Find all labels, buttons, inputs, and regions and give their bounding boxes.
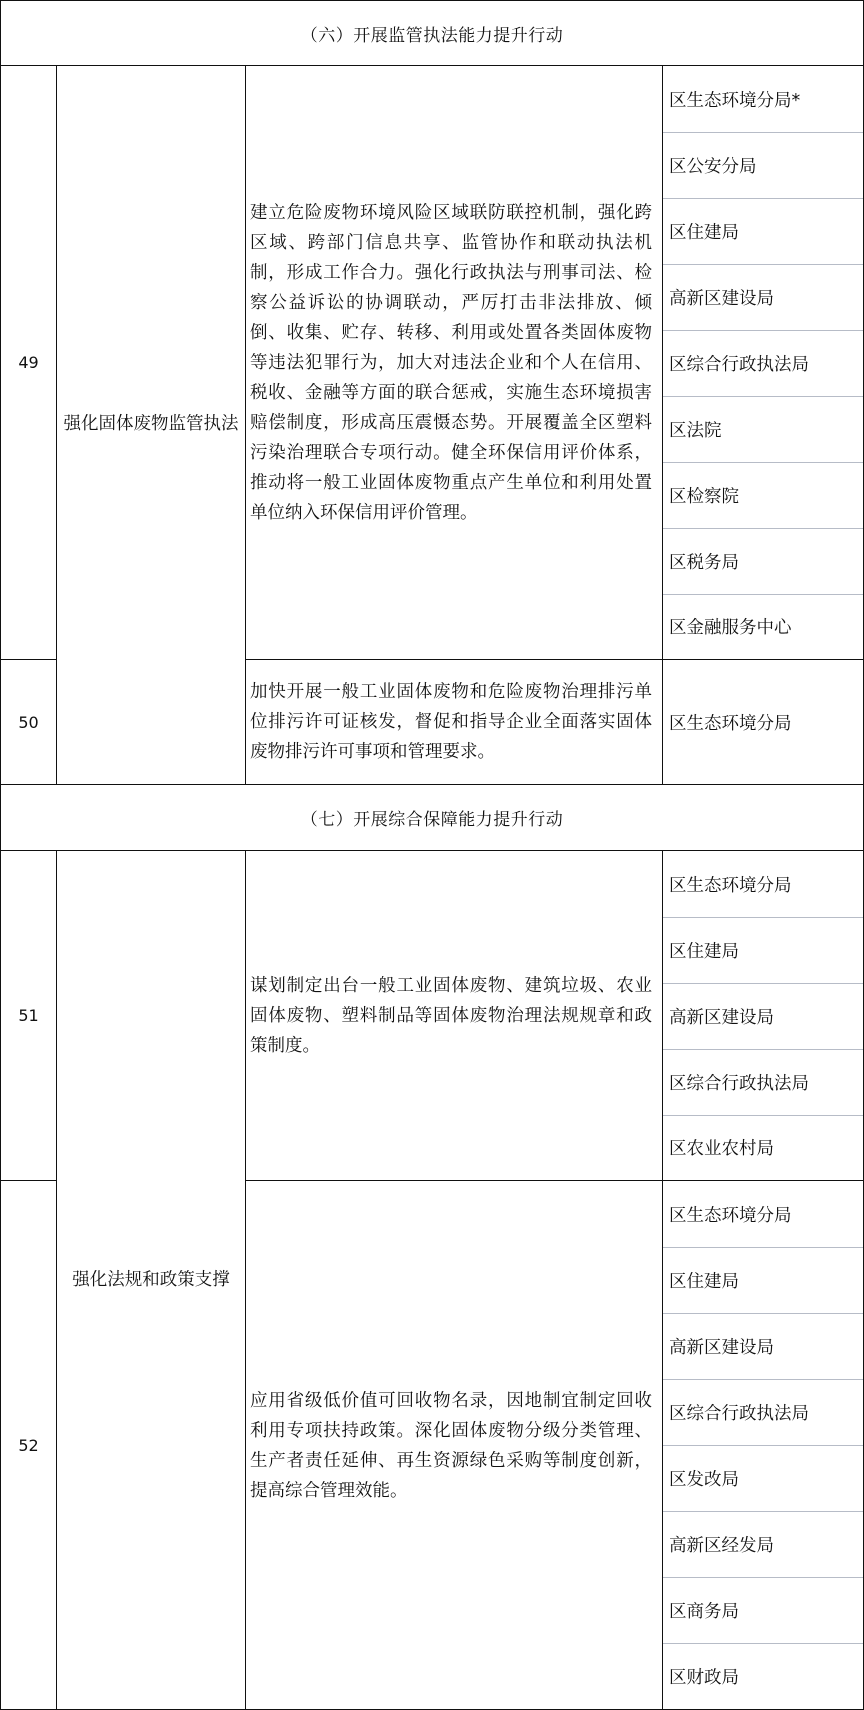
category-cell: 强化固体废物监管执法 [63,414,239,435]
agency-item: 区生态环境分局 [669,713,792,734]
agency-item: 区税务局 [669,552,739,573]
task-description: 加快开展一般工业固体废物和危险废物治理排污单位排污许可证核发，督促和指导企业全面落实固体废物排污许可事项和管理要求。 [250,682,652,762]
row-number: 51 [18,1006,39,1025]
agency-item: 高新区经发局 [669,1535,774,1556]
agency-item: 高新区建设局 [669,1337,774,1358]
agency-item: 区住建局 [669,941,739,962]
agency-item: 区发改局 [669,1469,739,1490]
agency-item: 区金融服务中心 [669,618,792,638]
agency-item: 区综合行政执法局 [669,1073,809,1094]
section-heading: （六）开展监管执法能力提升行动 [300,25,564,46]
agency-item: 区综合行政执法局 [669,1403,809,1424]
agency-item: 区农业农村局 [669,1139,774,1159]
agency-item: 区公安分局 [669,156,757,177]
task-description: 建立危险废物环境风险区域联防联控机制，强化跨区域、跨部门信息共享、监管协作和联动执法机制，形成工作合力。强化行政执法与刑事司法、检察公益诉讼的协调联动，严厉打击非法排放、倾倒、收集、贮存、转移、利用或处置各类固体废物等违法犯罪行为，加大对违法企业和个人在信用、税收、金融等方面的联合惩戒，实施生态环境损害赔偿制度，形成高压震慑态势。开展覆盖全区塑料污染治理联合专项行动。健全环保信用评价体系，推动将一般工业固体废物重点产生单位和利用处置单位纳入环保信用评价管理。 [250,202,652,523]
agency-item: 高新区建设局 [669,1007,774,1028]
agency-item: 区住建局 [669,1271,739,1292]
row-number: 49 [18,353,39,372]
agency-item: 区财政局 [669,1667,739,1688]
task-description: 谋划制定出台一般工业固体废物、建筑垃圾、农业固体废物、塑料制品等固体废物治理法规规章和政策制度。 [250,975,652,1056]
category-cell: 强化法规和政策支撑 [72,1269,230,1290]
agency-item: 区法院 [669,420,722,441]
agency-item: 区住建局 [669,222,739,243]
row-number: 50 [18,712,39,732]
agency-item: 区生态环境分局* [669,90,801,111]
agency-item: 区检察院 [669,486,739,507]
section-heading: （七）开展综合保障能力提升行动 [300,810,564,830]
agency-item: 高新区建设局 [669,288,774,309]
row-number: 52 [18,1436,39,1455]
agency-item: 区生态环境分局 [669,875,792,896]
agency-item: 区商务局 [669,1601,739,1622]
agency-item: 区生态环境分局 [669,1205,792,1226]
task-description: 应用省级低价值可回收物名录，因地制宜制定回收利用专项扶持政策。深化固体废物分级分类管理、生产者责任延伸、再生资源绿色采购等制度创新，提高综合管理效能。 [250,1390,652,1501]
agency-item: 区综合行政执法局 [669,354,809,375]
